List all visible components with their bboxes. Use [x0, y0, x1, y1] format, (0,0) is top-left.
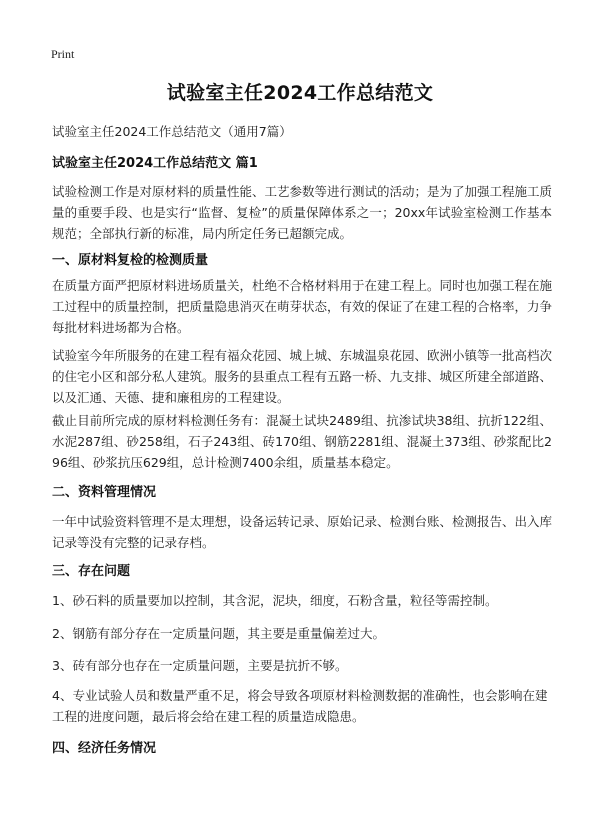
section-1-paragraph-1: 在质量方面严把原材料进场质量关，杜绝不合格材料用于在建工程上。同时也加强工程在施工过程中的质量控制，把质量隐患消灭在萌芽状态，有效的保证了在建工程的合格率，力争每批材料进场都为合格。: [52, 278, 553, 335]
issue-item-3: 3、砖有部分也存在一定质量问题，主要是抗折不够。: [52, 658, 348, 673]
section-1-paragraph-2: 试验室今年所服务的在建工程有福众花园、城上城、东城温泉花园、欧洲小镇等一批高档次的住宅小区和部分私人建筑。服务的县重点工程有五路一桥、九支排、城区所建全部道路、以及汇通、天德、捷和廉租房的工程建设。: [52, 348, 553, 405]
section-heading-3: 三、存在问题: [52, 564, 131, 579]
section-heading-1: 一、原材料复检的检测质量: [52, 253, 209, 268]
issue-item-4: 4、专业试验人员和数量严重不足，将会导致各项原材料检测数据的准确性，也会影响在建工程的进度问题，最后将会给在建工程的质量造成隐患。: [52, 688, 548, 724]
section-heading-4: 四、经济任务情况: [52, 741, 157, 756]
section-2-paragraph-1: 一年中试验资料管理不是太理想，设备运转记录、原始记录、检测台账、检测报告、出入库记录等没有完整的记录存档。: [52, 514, 553, 550]
print-label[interactable]: Print: [51, 47, 75, 61]
intro-paragraph: 试验检测工作是对原材料的质量性能、工艺参数等进行测试的活动；是为了加强工程施工质量的重要手段、也是实行“监督、复检”的质量保障体系之一；20xx年试验室检测工作基本规范；全部执行新的标准，局内所定任务已超额完成。: [52, 184, 553, 241]
document-title: 试验室主任2024工作总结范文: [166, 82, 434, 104]
document-subtitle: 试验室主任2024工作总结范文（通用7篇）: [52, 124, 292, 139]
issue-item-2: 2、钢筋有部分存在一定质量问题，其主要是重量偏差过大。: [52, 626, 385, 641]
part-heading: 试验室主任2024工作总结范文 篇1: [52, 156, 258, 171]
issue-item-1: 1、砂石料的质量要加以控制，其含泥，泥块，细度，石粉含量，粒径等需控制。: [52, 593, 498, 608]
section-1-paragraph-3: 截止目前所完成的原材料检测任务有：混凝土试块2489组、抗渗试块38组、抗折122组、水泥287组、砂258组，石子243组、砖170组、钢筋2281组、混凝土373组、砂浆配比296组、砂浆抗压629组，总计检测7400余组，质量基本稳定。: [52, 413, 552, 470]
section-heading-2: 二、资料管理情况: [52, 485, 157, 500]
